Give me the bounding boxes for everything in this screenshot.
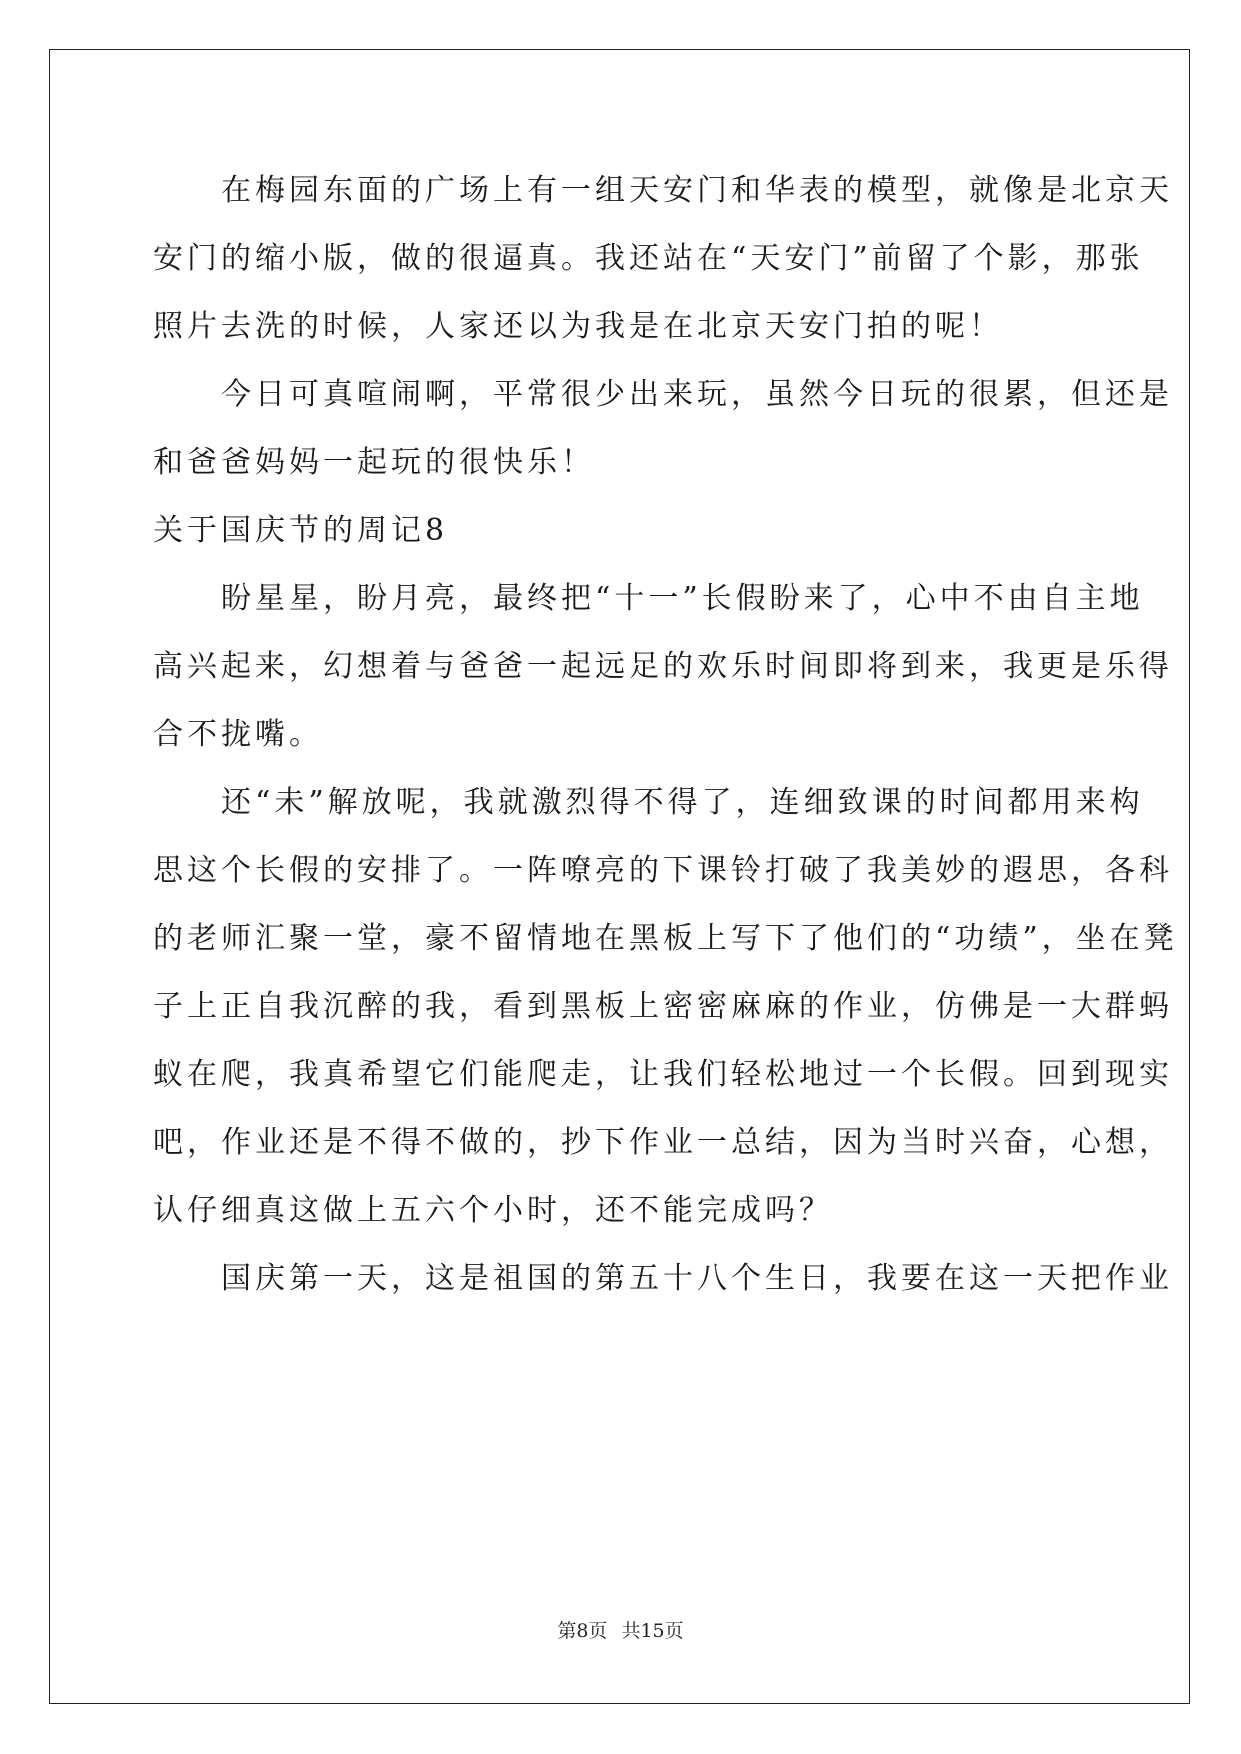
page-footer bbox=[0, 1618, 1241, 1644]
text-line: 还“未”解放呢，我就激烈得不得了，连细致课的时间都用来构 bbox=[153, 785, 1144, 820]
text-line: 吧，作业还是不得不做的，抄下作业一总结，因为当时兴奋，心想， bbox=[153, 1125, 1173, 1160]
text-line: 安门的缩小版，做的很逼真。我还站在“天安门”前留了个影，那张 bbox=[153, 241, 1144, 276]
text-line: 今日可真喧闹啊，平常很少出来玩，虽然今日玩的很累，但还是 bbox=[153, 377, 1173, 412]
text-line: 的老师汇聚一堂，豪不留情地在黑板上写下了他们的“功绩”，坐在凳 bbox=[153, 921, 1178, 956]
text-line: 和爸爸妈妈一起玩的很快乐！ bbox=[153, 445, 595, 480]
text-line: 在梅园东面的广场上有一组天安门和华表的模型，就像是北京天 bbox=[153, 173, 1173, 208]
page-number: 第8页 bbox=[557, 1620, 608, 1642]
text-line: 子上正自我沉醉的我，看到黑板上密密麻麻的作业，仿佛是一大群蚂 bbox=[153, 989, 1173, 1024]
text-line: 高兴起来，幻想着与爸爸一起远足的欢乐时间即将到来，我更是乐得 bbox=[153, 649, 1173, 684]
text-line: 认仔细真这做上五六个小时，还不能完成吗？ bbox=[153, 1193, 833, 1228]
text-line: 盼星星，盼月亮，最终把“十一”长假盼来了，心中不由自主地 bbox=[153, 581, 1144, 616]
text-line: 蚁在爬，我真希望它们能爬走，让我们轻松地过一个长假。回到现实 bbox=[153, 1057, 1173, 1092]
section-heading: 关于国庆节的周记8 bbox=[153, 513, 449, 548]
text-line: 国庆第一天，这是祖国的第五十八个生日，我要在这一天把作业 bbox=[153, 1261, 1173, 1296]
page-total: 共15页 bbox=[621, 1620, 684, 1642]
document-body bbox=[153, 157, 1178, 1313]
text-line: 照片去洗的时候，人家还以为我是在北京天安门拍的呢！ bbox=[153, 309, 1003, 344]
text-line: 合不拢嘴。 bbox=[153, 717, 323, 752]
text-line: 思这个长假的安排了。一阵嘹亮的下课铃打破了我美妙的遐思，各科 bbox=[153, 853, 1173, 888]
